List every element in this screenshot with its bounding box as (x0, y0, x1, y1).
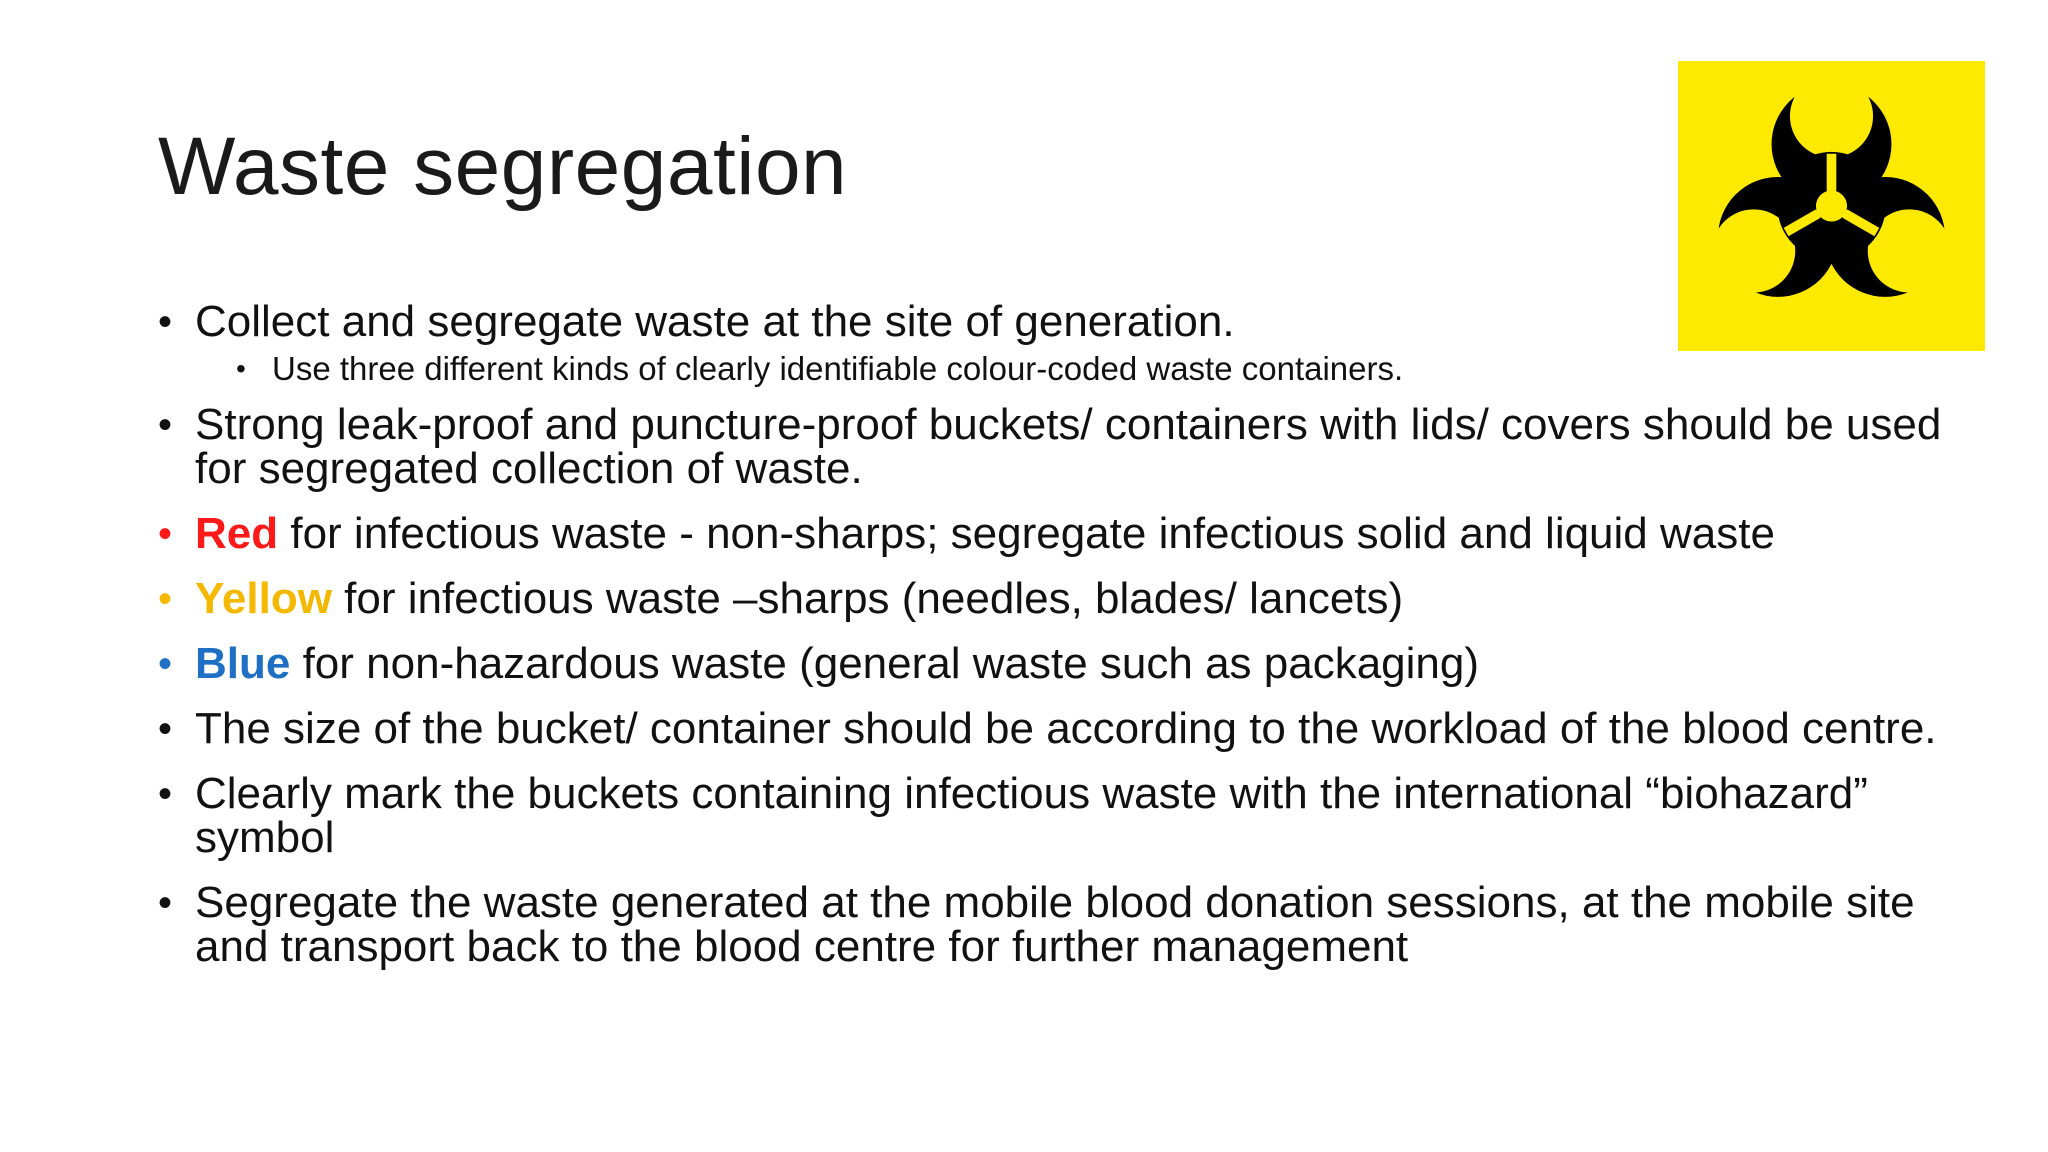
bullet-text: Collect and segregate waste at the site of generation. (195, 297, 1235, 346)
bullet-marker: • (158, 577, 173, 621)
bullet-text: for infectious waste - non-sharps; segregate infectious solid and liquid waste (278, 509, 1775, 558)
bullet-marker: • (158, 512, 173, 556)
red-keyword: Red (195, 509, 279, 558)
bullet-text: Segregate the waste generated at the mobile blood donation sessions, at the mobile site and transport back to the blood centre for further management (195, 878, 1915, 971)
bullet-marker: • (236, 353, 246, 384)
bullet-item (158, 400, 1998, 493)
bullet-marker: • (158, 300, 173, 344)
bullet-marker: • (158, 881, 173, 925)
bullet-item (158, 878, 1998, 971)
bullet-item-red (158, 509, 1998, 558)
bullet-marker: • (158, 707, 173, 751)
bullet-text: Clearly mark the buckets containing infectious waste with the international “biohazard” symbol (195, 769, 1868, 862)
bullet-item (158, 769, 1998, 862)
bullet-item (158, 704, 1998, 753)
yellow-keyword: Yellow (195, 574, 332, 623)
blue-keyword: Blue (195, 639, 291, 688)
bullet-text: for infectious waste –sharps (needles, blades/ lancets) (331, 574, 1404, 623)
bullet-marker: • (158, 403, 173, 447)
bullet-text: The size of the bucket/ container should be according to the workload of the blood centre. (195, 704, 1937, 753)
bullet-text: for non-hazardous waste (general waste such as packaging) (290, 639, 1480, 688)
bullet-item (158, 297, 1998, 346)
slide-title: Waste segregation (158, 121, 848, 212)
bullet-text: Strong leak-proof and puncture-proof buckets/ containers with lids/ covers should be used for segregated collection of waste. (195, 400, 1942, 493)
bullet-item-blue (158, 639, 1998, 688)
bullet-text: Use three different kinds of clearly identifiable colour-coded waste containers. (272, 350, 1404, 387)
bullet-marker: • (158, 772, 173, 816)
bullet-marker: • (158, 642, 173, 686)
sub-bullet-item (236, 349, 1998, 389)
bullet-list (158, 297, 1998, 990)
bullet-item-yellow (158, 574, 1998, 623)
